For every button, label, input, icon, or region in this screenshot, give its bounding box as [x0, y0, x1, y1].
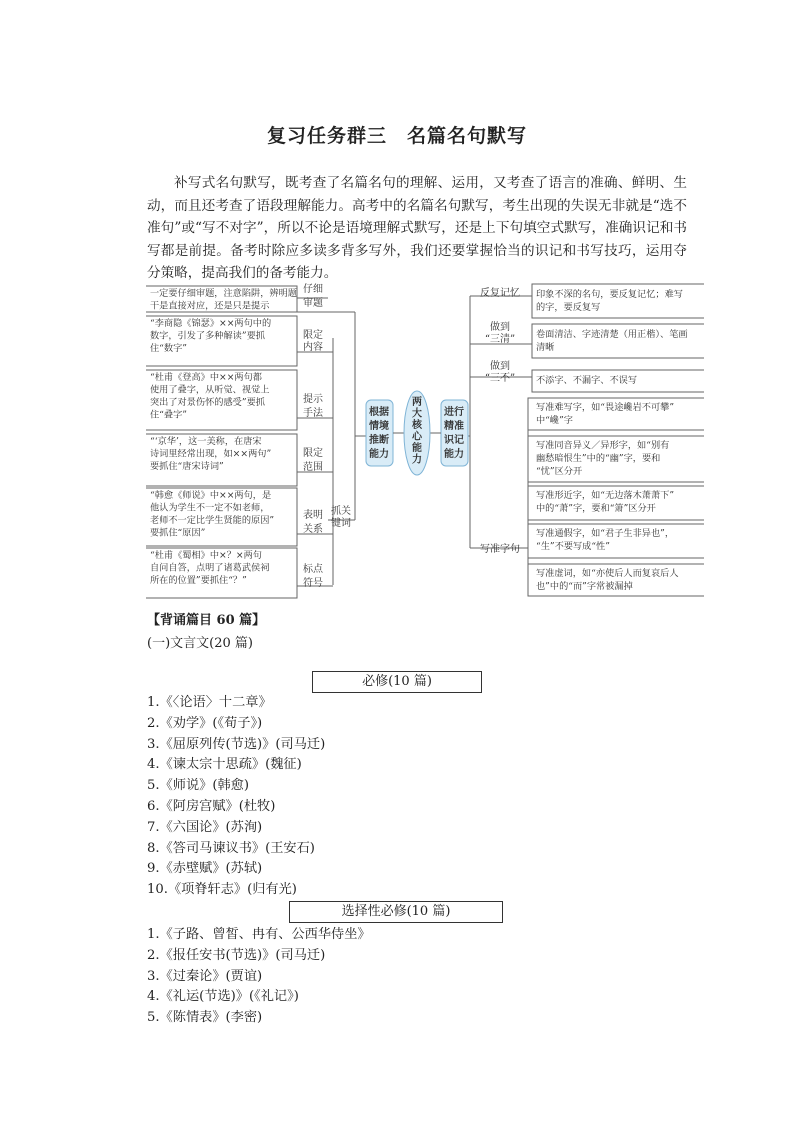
write-item: 中“巉”字 — [536, 415, 573, 426]
left-node-label: 范围 — [303, 462, 323, 473]
left-node-label: 仔细 — [303, 284, 323, 295]
right-node-desc: 清晰 — [536, 342, 555, 353]
right-branch-text: 能力 — [444, 449, 464, 460]
center-char: 大 — [412, 408, 422, 420]
left-node-desc: 一定要仔细审题，注意陷阱，辨明题 — [150, 288, 297, 299]
right-branch-text: 进行 — [444, 407, 464, 418]
elective-item: 4.《礼运(节选)》(《礼记》) — [147, 989, 299, 1005]
elective-list — [147, 925, 371, 1029]
left-node-desc: 数字，引发了多种解读”要抓 — [150, 330, 265, 342]
right-node-desc: 印象不深的名句，要反复记忆；难写 — [536, 289, 683, 300]
right-node-label: 做到 — [490, 361, 510, 372]
write-item: 也”中的“而”字常被漏掉 — [536, 581, 633, 592]
write-item: 写准难写字，如“畏途巉岩不可攀” — [536, 402, 675, 413]
compulsory-box: 必修(10 篇) — [312, 671, 482, 693]
right-node-desc: 不添字、不漏字、不误写 — [536, 375, 638, 386]
left-branch-text: 根据 — [369, 407, 389, 418]
center-char: 两 — [412, 397, 422, 408]
write-item: 写准通假字，如“君子生非异也”， — [536, 528, 675, 539]
right-node-desc: 卷面清洁、字迹清楚（用正楷）、笔画 — [536, 329, 688, 340]
left-node-desc: “李商隐《锦瑟》××两句中的 — [150, 318, 272, 329]
write-item: “生”不要写成“性” — [536, 541, 610, 552]
right-node-desc: 的字，要反复写 — [536, 302, 601, 313]
right-branch-text: 识记 — [444, 435, 464, 446]
right-node-label: 反复记忆 — [480, 288, 520, 299]
left-node-desc: 使用了叠字，从听觉、视觉上 — [150, 384, 270, 396]
write-item: 写准虚词，如“亦使后人而复哀后人 — [536, 568, 679, 579]
classical-heading: (一)文言文(20 篇) — [147, 636, 253, 651]
left-node-label: 手法 — [303, 408, 323, 419]
left-node-desc: 诗词里经常出现，如××两句” — [150, 448, 272, 460]
page-title: 复习任务群三 名篇名句默写 — [266, 125, 527, 147]
compulsory-item: 3.《屈原列传(节选)》(司马迁) — [147, 736, 326, 752]
center-char: 力 — [412, 454, 422, 466]
compulsory-item: 4.《谏太宗十思疏》(魏征) — [147, 757, 302, 773]
write-item: 写准形近字，如“无边落木萧萧下” — [536, 490, 675, 501]
left-branch-text: 推断 — [369, 435, 389, 446]
left-node-desc: 突出了对景伤怀的感受”要抓 — [150, 397, 265, 408]
left-node-desc: “韩愈《师说》中××两句，是 — [150, 490, 272, 501]
right-branch-text: 精准 — [444, 421, 464, 432]
elective-item: 2.《报任安书(节选)》(司马迁) — [147, 947, 326, 963]
right-node-label: 做到 — [490, 322, 510, 333]
elective-item: 3.《过秦论》(贾谊) — [147, 968, 263, 984]
left-node-label: 表明 — [303, 510, 323, 521]
catch-key-label: 抓关 — [331, 506, 351, 517]
left-node-label: 审题 — [303, 298, 323, 309]
left-node-label: 符号 — [303, 578, 323, 589]
left-node-desc: 要抓住“原因” — [150, 527, 206, 539]
elective-item: 5.《陈情表》(李密) — [147, 1010, 263, 1026]
left-branch-text: 能力 — [369, 449, 389, 460]
compulsory-list — [147, 693, 325, 901]
elective-box: 选择性必修(10 篇) — [289, 901, 503, 923]
left-node-label: 限定 — [303, 448, 323, 459]
write-item: 中的“萧”字，要和“箫”区分开 — [536, 503, 656, 514]
left-node-label: 限定 — [303, 330, 323, 341]
left-node-desc: 住“叠字” — [150, 409, 187, 421]
intro-paragraph: 补写式名句默写，既考查了名篇名句的理解、运用，又考查了语言的准确、鲜明、生动，而且还考查了语段理解能力。高考中的名篇名句默写，考生出现的失误无非就是“选不准句”或“写不对字”，所以不论是语境理解式默写，还是上下句填空式默写，准确识记和书写都是前提。备考时除应多读多背多写外，我们还要掌握恰当的识记和书写技巧，运用夺分策略，提高我们的备考能力。 — [147, 175, 687, 281]
recite-heading: 【背诵篇目 60 篇】 — [147, 613, 266, 628]
write-label: 写准字句 — [480, 544, 520, 555]
left-node-desc: “‘京华’，这一美称，在唐宋 — [150, 436, 262, 447]
center-char: 核 — [412, 420, 422, 431]
center-char: 能 — [412, 443, 422, 454]
left-node-desc: “杜甫《蜀相》中×？×两句 — [150, 550, 262, 561]
compulsory-item: 8.《答司马谏议书》(王安石) — [147, 840, 315, 856]
write-item: 幽愁暗恨生”中的“幽”字，要和 — [536, 453, 661, 464]
compulsory-item: 7.《六国论》(苏洵) — [147, 819, 263, 835]
compulsory-item: 1.《〈论语〉十二章》 — [147, 695, 272, 710]
left-node-desc: 他认为学生不一定不如老师， — [150, 502, 270, 514]
right-node-label: “三不” — [484, 373, 516, 384]
compulsory-item: 6.《阿房宫赋》(杜牧) — [147, 798, 276, 814]
elective-item: 1.《子路、曾皙、冉有、公西华侍坐》 — [147, 927, 371, 942]
write-item: 写准同音异义／异形字，如“别有 — [536, 440, 670, 451]
compulsory-item: 10.《项脊轩志》(归有光) — [147, 882, 297, 898]
left-node-label: 内容 — [303, 342, 323, 353]
left-node-desc: 自问自答，点明了诸葛武侯祠 — [150, 562, 270, 574]
left-node-desc: 干是直接对应，还是只是提示 — [150, 300, 270, 312]
left-node-label: 标点 — [303, 564, 323, 575]
compulsory-item: 9.《赤壁赋》(苏轼) — [147, 861, 263, 877]
catch-key-label: 键词 — [331, 518, 351, 529]
left-node-desc: 住“数字” — [150, 343, 187, 354]
left-node-desc: 所在的位置”要抓住“？” — [150, 575, 247, 586]
right-node-label: “三清” — [484, 334, 516, 345]
write-item: “忧”区分开 — [536, 466, 583, 477]
left-node-desc: “杜甫《登高》中××两句都 — [150, 372, 262, 383]
compulsory-item: 5.《师说》(韩愈) — [147, 778, 249, 794]
left-node-desc: 要抓住“唐宋诗词” — [150, 461, 224, 472]
left-node-desc: 老师不一定比学生贤能的原因” — [150, 515, 275, 526]
left-node-label: 提示 — [303, 394, 323, 405]
left-branch-text: 情境 — [369, 421, 389, 432]
center-char: 心 — [412, 431, 422, 443]
left-node-label: 关系 — [303, 524, 323, 535]
compulsory-item: 2.《劝学》(《荀子》) — [147, 715, 263, 731]
